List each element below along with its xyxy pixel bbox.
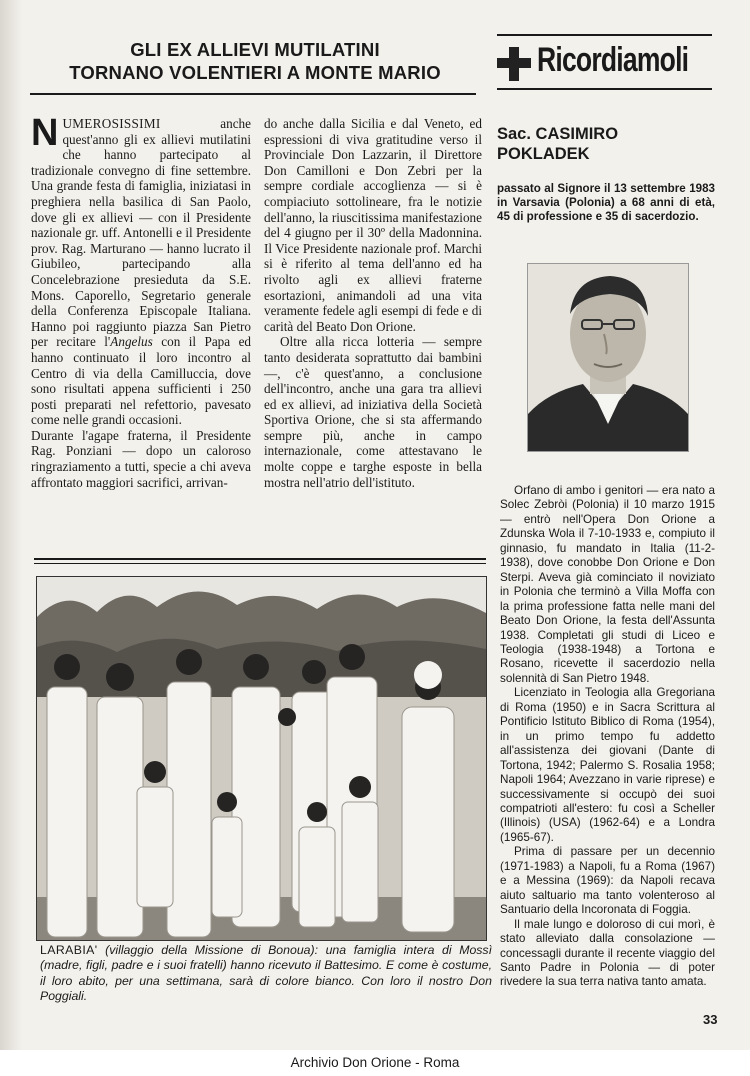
cross-icon (497, 47, 531, 81)
priest-portrait-image (528, 264, 688, 451)
headline-rule (30, 93, 476, 95)
caption-text: (villaggio della Missione di Bonoua): una famiglia intera di Mossì (madre, figli, padre e i suoi fratelli) hanno ricevuto il Battesimo. E come è costume, il loro abito, per una settimana, sarà di colore bianco. Con loro il nostro Don Poggiali. (40, 943, 492, 1003)
obituary-biography (500, 484, 715, 990)
lead-word: UMEROSISSIMI (62, 116, 161, 131)
headline-line-2: TORNANO VOLENTIERI A MONTE MARIO (69, 62, 441, 83)
headline-line-1: GLI EX ALLIEVI MUTILATINI (130, 39, 380, 60)
article-column-2 (264, 116, 482, 490)
page-gutter-shadow (0, 0, 22, 1050)
article-column-1 (31, 112, 252, 490)
photo-caption (40, 943, 492, 1004)
group-photo (36, 576, 487, 941)
bio-paragraph-2: Licenziato in Teologia alla Gregoriana di Roma (1950) e in Sacra Scrittura al Pontificio Istituto Biblico di Roma (1954), in un primo tempo fu addetto all'assistenza dei giovani (Dante di Tortona, 1942; Palermo S. Rosalia 1958; Napoli 1964; Avezzano in varie riprese) e successivamente si occupò dei suoi compatrioti all'estero: fu così a Scheller (Illinois) (USA) (1962-64) e a Londra (1965-67). (500, 686, 715, 844)
bio-paragraph-4: Il male lungo e doloroso di cui morì, è stato alleviato dalla consolazione — concessagli durante il recente viaggio del Santo Padre in Polonia — di poter rivedere la sua terra nativa tanto amata. (500, 917, 715, 989)
section-bottom-rule (497, 88, 712, 90)
caption-place: LARABIA' (40, 943, 98, 957)
bio-paragraph-3: Prima di passare per un decennio (1971-1983) a Napoli, fu a Roma (1967) e a Messina (1969): da Napoli recava aiuto saltuario ma tanto volenteroso al Santuario della Incoronata di Foggia. (500, 845, 715, 917)
article-paragraph-3: do anche dalla Sicilia e dal Veneto, ed espressioni di viva gratitudine verso il Provinciale Don Lazzarin, il Direttore Don Camilloni e Don Zebri per la sempre cordiale accoglienza — si è compiaciuto sottolineare, fra le notizie dell'anno, la riuscitissima manifestazione del 4 giugno per il 30º della Madonnina. Il Vice Presidente nazionale prof. Marchi si è riferito al tema dell'anno ed ha rivolto agli ex allievi fraterne esortazioni, animandoli ad una vita veramente fedele agli esempi di fede e di carità del Beato Don Orione. (264, 116, 482, 334)
section-header (497, 37, 710, 87)
photo-top-rule-thin (34, 563, 486, 564)
drop-cap: N (31, 112, 59, 154)
page-number: 33 (703, 1012, 718, 1027)
article-paragraph-1: NUMEROSISSIMI anche quest'anno gli ex allievi mutilatini che hanno partecipato al tradizionale convegno di fine settembre. Una grande festa di famiglia, iniziatasi in preghiera nella basilica di San Paolo, dove gli ex allievi — con il Presidente nazionale gr. uff. Antonelli e il Presidente prov. Rag. Marturano — hanno lucrato il Giubileo, partecipando alla Concelebrazione presieduta da S.E. Mons. Caporello, Segretario generale della Conferenza Episcopale Italiana. Hanno poi raggiunto piazza San Pietro per recitare l'Angelus con il Papa ed hanno continuato il loro incontro al Centro di via della Camilluccia, dove sono risultati appena sufficienti i 250 posti preparati nel refettorio, pavesato come nelle grandi occasioni. (31, 112, 252, 428)
section-title: Ricordiamoli (537, 41, 689, 79)
article-paragraph-2: Durante l'agape fraterna, il Presidente Rag. Ponziani — dopo un caloroso ringraziamento a tutti, specie a chi aveva affrontato maggiori sacrifici, arrivan- (31, 427, 251, 490)
article-paragraph-4: Oltre alla ricca lotteria — sempre tanto desiderata soprattutto dai bambini —, c'è quest'anno, a conclusione dell'incontro, anche una gara tra allievi ed ex allievi, ad iniziativa della Società Sportiva Orione, che si sta affermando sempre più, anche in campo internazionale, come attestavano le molte coppe e targhe esposte in bella mostra nell'atrio dell'istituto. (264, 334, 482, 490)
obituary-death-note: passato al Signore il 13 settembre 1983 in Varsavia (Polonia) a 68 anni di età, 45 di professione e 35 di sacerdozio. (497, 182, 715, 224)
article-headline (30, 38, 480, 84)
photo-top-rule (34, 558, 486, 560)
obituary-name: Sac. CASIMIRO POKLADEK (497, 125, 619, 163)
bio-paragraph-1: Orfano di ambo i genitori — era nato a Solec Zebròi (Polonia) il 10 marzo 1915 — entrò nell'Opera Don Orione a Zdunska Wola il 7-10-1933 e, compiuto il ginnasio, fu mandato in Italia (11-2-1938), dove conobbe Don Orione e Don Sterpi. Aveva già cominciato il noviziato in Polonia che terminò a Villa Moffa con la prima professione fatta nelle mani del Beato Don Orione, la festa dell'Assunta 1938. Completati gli studi di Liceo e Teologia (1938-1948) a Tortona e Rosano, ricevette il sacerdozio nella solennità di San Pietro 1948. (500, 484, 715, 685)
portrait-photo (527, 263, 689, 452)
section-top-rule (497, 34, 712, 36)
archive-footer: Archivio Don Orione - Roma (0, 1050, 750, 1076)
baptism-family-image (37, 577, 486, 940)
